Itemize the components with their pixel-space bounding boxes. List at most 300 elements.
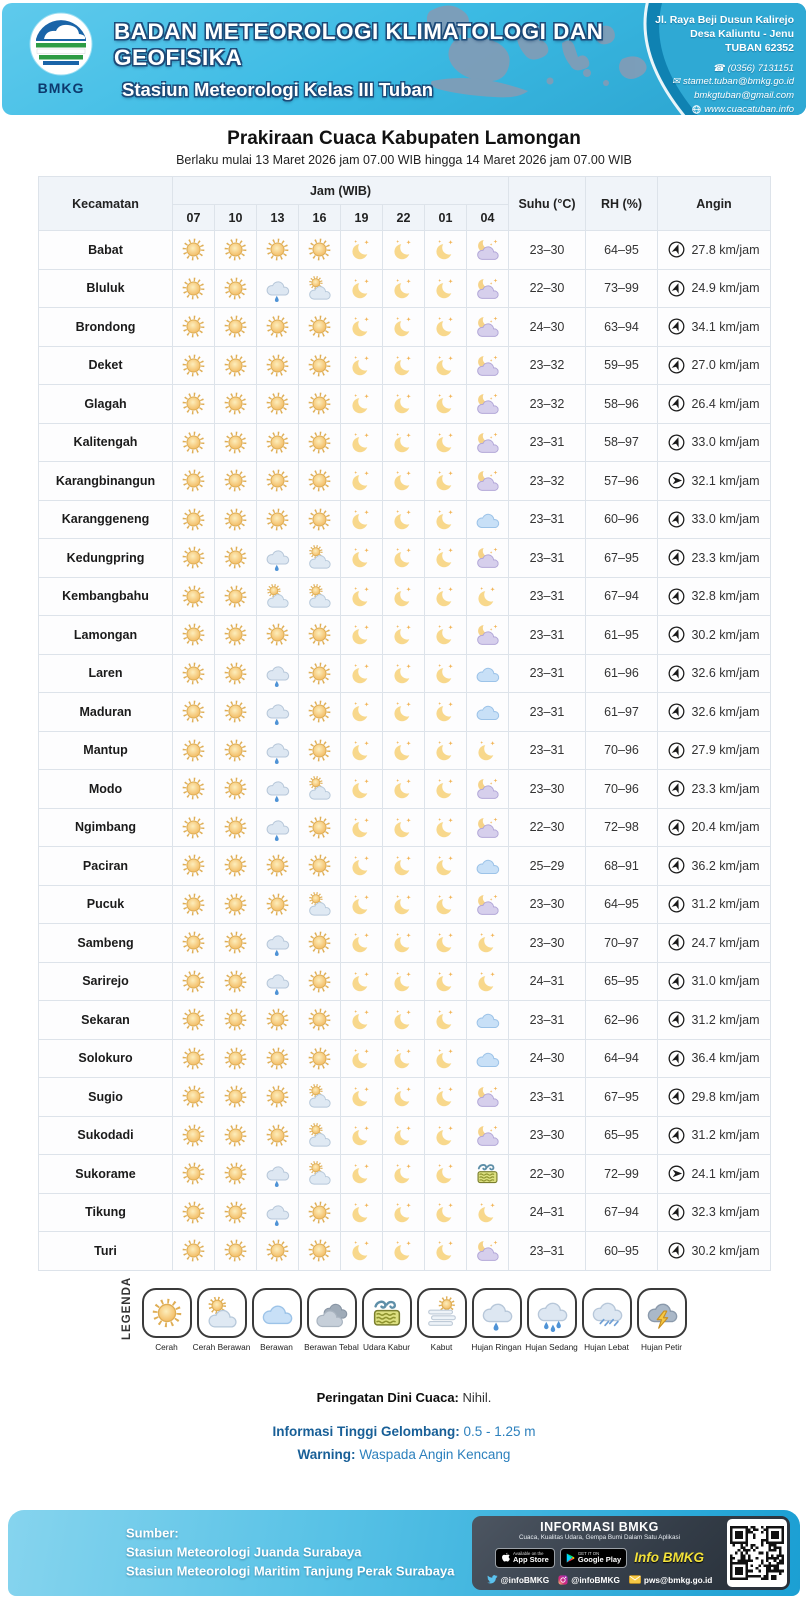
cerah-icon: [221, 582, 250, 611]
weather-cell: [383, 1116, 425, 1155]
angin-cell: [658, 808, 771, 847]
weather-cell: [299, 616, 341, 655]
cerah-malam-icon: [473, 1198, 502, 1227]
weather-cell: [173, 1232, 215, 1271]
weather-cell: [173, 269, 215, 308]
weather-cell: [257, 731, 299, 770]
table-row: [39, 924, 771, 963]
cerah-malam-icon: [431, 235, 460, 264]
weather-cell: [467, 539, 509, 578]
table-row: [39, 539, 771, 578]
cerah-icon: [179, 813, 208, 842]
angin-cell: [658, 423, 771, 462]
legend-icon-box: [417, 1288, 467, 1338]
berawan-malam-icon: [473, 1082, 502, 1111]
cerah-icon: [221, 1044, 250, 1073]
cerah-malam-icon: [431, 1082, 460, 1111]
cerah-malam-icon: [431, 1121, 460, 1150]
cerah-malam-icon: [431, 582, 460, 611]
weather-cell: [467, 1232, 509, 1271]
cerah-icon: [263, 1044, 292, 1073]
angin-cell: [658, 308, 771, 347]
legend-icon-box: [527, 1288, 577, 1338]
wind-speed: 24.7 km/jam: [691, 935, 760, 950]
email-icon: [629, 1575, 641, 1584]
legend-item-label: Cerah Berawan: [192, 1342, 251, 1352]
weather-cell: [299, 1001, 341, 1040]
cerah-malam-icon: [389, 928, 418, 957]
kecamatan-name: Maduran: [39, 693, 173, 732]
legend-item-label: Hujan Sedang: [525, 1342, 578, 1352]
cerah-berawan-icon: [305, 1082, 334, 1111]
org-name: BADAN METEOROLOGI KLIMATOLOGI DAN GEOFISIKA: [114, 19, 604, 70]
angin-cell: [658, 1078, 771, 1117]
weather-cell: [257, 770, 299, 809]
col-header-kecamatan: Kecamatan: [39, 177, 173, 231]
cerah-malam-icon: [347, 235, 376, 264]
cerah-malam-icon: [431, 736, 460, 765]
kecamatan-name: Sarirejo: [39, 962, 173, 1001]
table-row: [39, 462, 771, 501]
cerah-berawan-icon: [305, 543, 334, 572]
kecamatan-name: Solokuro: [39, 1039, 173, 1078]
legend-item-label: Berawan: [260, 1342, 293, 1352]
weather-cell: [299, 385, 341, 424]
source-label: Sumber:: [126, 1525, 179, 1541]
weather-cell: [299, 423, 341, 462]
wind-direction-icon: [666, 508, 688, 530]
weather-cell: [299, 1078, 341, 1117]
cerah-icon: [263, 505, 292, 534]
legend-item-hujan-lebat: [581, 1288, 632, 1352]
table-row: [39, 693, 771, 732]
suhu-value: 25–29: [509, 847, 586, 886]
cerah-icon: [179, 428, 208, 457]
berawan-malam-icon: [473, 466, 502, 495]
berawan-malam-icon: [473, 620, 502, 649]
weather-cell: [425, 308, 467, 347]
legend-item-hujan-petir: [636, 1288, 687, 1352]
berawan-tebal-icon: [313, 1294, 351, 1332]
kecamatan-name: Brondong: [39, 308, 173, 347]
cerah-malam-icon: [389, 1121, 418, 1150]
rh-value: 67–95: [586, 1078, 658, 1117]
weather-cell: [215, 616, 257, 655]
early-warning-value: Nihil.: [462, 1390, 492, 1405]
weather-cell: [173, 462, 215, 501]
cerah-icon: [263, 1005, 292, 1034]
warning-notice: [0, 1447, 808, 1462]
weather-cell: [383, 539, 425, 578]
kecamatan-name: Kedungpring: [39, 539, 173, 578]
table-row: [39, 308, 771, 347]
hujan-ringan-icon: [263, 543, 292, 572]
rh-value: 61–96: [586, 654, 658, 693]
weather-cell: [257, 616, 299, 655]
rh-value: 58–97: [586, 423, 658, 462]
informasi-bmkg-panel: [472, 1516, 790, 1590]
cerah-malam-icon: [431, 813, 460, 842]
table-row: [39, 423, 771, 462]
cerah-malam-icon: [389, 736, 418, 765]
cerah-malam-icon: [347, 620, 376, 649]
hujan-lebat-icon: [588, 1294, 626, 1332]
weather-cell: [299, 308, 341, 347]
legend-icon-box: [472, 1288, 522, 1338]
cerah-icon: [305, 312, 334, 341]
table-row: [39, 847, 771, 886]
wind-direction-icon: [666, 1009, 688, 1031]
suhu-value: 23–30: [509, 231, 586, 270]
weather-cell: [383, 577, 425, 616]
rh-value: 65–95: [586, 962, 658, 1001]
cerah-malam-icon: [389, 235, 418, 264]
forecast-table: [38, 176, 771, 1271]
cerah-malam-icon: [347, 274, 376, 303]
cerah-malam-icon: [347, 389, 376, 418]
hujan-ringan-icon: [263, 274, 292, 303]
weather-cell: [467, 616, 509, 655]
weather-cell: [383, 1078, 425, 1117]
table-row: [39, 269, 771, 308]
weather-cell: [215, 500, 257, 539]
berawan-malam-icon: [473, 389, 502, 418]
weather-cell: [173, 1001, 215, 1040]
cerah-icon: [179, 1044, 208, 1073]
weather-cell: [173, 500, 215, 539]
weather-cell: [215, 269, 257, 308]
angin-cell: [658, 500, 771, 539]
cerah-icon: [179, 774, 208, 803]
cerah-icon: [263, 466, 292, 495]
wind-direction-icon: [668, 472, 685, 489]
instagram-handle: @infoBMKG: [571, 1574, 620, 1585]
weather-cell: [425, 693, 467, 732]
weather-cell: [215, 1193, 257, 1232]
wind-direction-icon: [666, 393, 688, 415]
weather-cell: [173, 731, 215, 770]
weather-cell: [383, 423, 425, 462]
weather-cell: [257, 1116, 299, 1155]
wind-speed: 31.2 km/jam: [691, 1012, 760, 1027]
weather-cell: [257, 847, 299, 886]
weather-cell: [299, 577, 341, 616]
legend-item-cerah: [141, 1288, 192, 1352]
legend: [0, 1276, 808, 1352]
rh-value: 60–96: [586, 500, 658, 539]
cerah-malam-icon: [347, 697, 376, 726]
suhu-value: 22–30: [509, 808, 586, 847]
wave-height-label: Informasi Tinggi Gelombang:: [272, 1424, 460, 1439]
rh-value: 72–99: [586, 1155, 658, 1194]
wind-speed: 24.1 km/jam: [691, 1166, 760, 1181]
rh-value: 59–95: [586, 346, 658, 385]
source-line-1: Stasiun Meteorologi Juanda Surabaya: [126, 1544, 362, 1560]
wind-direction-icon: [666, 778, 688, 800]
berawan-malam-icon: [473, 774, 502, 803]
rh-value: 73–99: [586, 269, 658, 308]
wind-speed: 30.2 km/jam: [691, 1243, 760, 1258]
cerah-icon: [221, 505, 250, 534]
weather-cell: [383, 385, 425, 424]
cerah-icon: [221, 774, 250, 803]
table-row: [39, 808, 771, 847]
cerah-malam-icon: [389, 1236, 418, 1265]
berawan-icon: [473, 505, 502, 534]
hujan-ringan-icon: [263, 967, 292, 996]
berawan-icon: [258, 1294, 296, 1332]
cerah-malam-icon: [473, 928, 502, 957]
weather-cell: [467, 924, 509, 963]
contact-block: [655, 13, 794, 115]
weather-cell: [425, 808, 467, 847]
cerah-malam-icon: [389, 1159, 418, 1188]
wind-direction-icon: [666, 547, 688, 569]
mail-icon: ✉: [671, 76, 680, 88]
cerah-malam-icon: [389, 1082, 418, 1111]
weather-cell: [467, 847, 509, 886]
cerah-malam-icon: [389, 813, 418, 842]
table-row: [39, 1155, 771, 1194]
cerah-malam-icon: [431, 659, 460, 688]
table-row: [39, 654, 771, 693]
hujan-sedang-icon: [533, 1294, 571, 1332]
cerah-icon: [305, 505, 334, 534]
weather-cell: [299, 924, 341, 963]
weather-cell: [467, 1039, 509, 1078]
weather-cell: [383, 1155, 425, 1194]
berawan-malam-icon: [473, 351, 502, 380]
cerah-icon: [305, 813, 334, 842]
angin-cell: [658, 847, 771, 886]
table-row: [39, 346, 771, 385]
rh-value: 65–95: [586, 1116, 658, 1155]
rh-value: 67–95: [586, 539, 658, 578]
weather-cell: [173, 423, 215, 462]
cerah-icon: [263, 389, 292, 418]
weather-cell: [299, 808, 341, 847]
weather-cell: [299, 885, 341, 924]
legend-item-label: Kabut: [430, 1342, 453, 1352]
weather-cell: [215, 885, 257, 924]
cerah-icon: [305, 697, 334, 726]
weather-cell: [215, 1116, 257, 1155]
app-store-big-text: App Store: [513, 1555, 549, 1565]
cerah-malam-icon: [347, 851, 376, 880]
weather-cell: [341, 654, 383, 693]
weather-cell: [383, 1039, 425, 1078]
twitter-icon: [487, 1575, 498, 1584]
table-row: [39, 616, 771, 655]
address-line-2: Desa Kaliuntu - Jenu: [690, 28, 794, 41]
cerah-malam-icon: [389, 1044, 418, 1073]
angin-cell: [658, 924, 771, 963]
wind-direction-icon: [666, 701, 688, 723]
weather-cell: [299, 1039, 341, 1078]
weather-cell: [467, 1193, 509, 1232]
weather-cell: [425, 616, 467, 655]
weather-cell: [341, 1232, 383, 1271]
early-warning-label: Peringatan Dini Cuaca:: [316, 1390, 459, 1405]
kecamatan-name: Tikung: [39, 1193, 173, 1232]
wind-speed: 36.2 km/jam: [691, 858, 760, 873]
weather-cell: [257, 500, 299, 539]
cerah-icon: [305, 351, 334, 380]
wind-direction-icon: [668, 1165, 685, 1182]
cerah-icon: [179, 697, 208, 726]
cerah-malam-icon: [347, 928, 376, 957]
cerah-malam-icon: [431, 890, 460, 919]
weather-cell: [257, 231, 299, 270]
early-warning-notice: [0, 1390, 808, 1405]
cerah-icon: [305, 620, 334, 649]
berawan-malam-icon: [473, 890, 502, 919]
wind-speed: 32.6 km/jam: [691, 666, 760, 681]
cerah-malam-icon: [389, 659, 418, 688]
angin-cell: [658, 962, 771, 1001]
berawan-malam-icon: [473, 274, 502, 303]
address-line-3: TUBAN 62352: [725, 42, 794, 55]
suhu-value: 23–30: [509, 1116, 586, 1155]
cerah-malam-icon: [347, 1236, 376, 1265]
cerah-icon: [179, 928, 208, 957]
cerah-malam-icon: [347, 1044, 376, 1073]
cerah-icon: [305, 1198, 334, 1227]
app-store-badge: [495, 1548, 555, 1568]
suhu-value: 23–30: [509, 885, 586, 924]
google-play-big-text: Google Play: [577, 1555, 622, 1565]
hujan-ringan-icon: [263, 1198, 292, 1227]
google-play-icon: [566, 1553, 575, 1563]
weather-cell: [341, 308, 383, 347]
col-header-suhu: Suhu (°C): [509, 177, 586, 231]
cerah-malam-icon: [431, 1236, 460, 1265]
hujan-ringan-icon: [478, 1294, 516, 1332]
weather-cell: [383, 462, 425, 501]
suhu-value: 23–30: [509, 770, 586, 809]
cerah-malam-icon: [389, 466, 418, 495]
wind-speed: 27.0 km/jam: [691, 358, 760, 373]
weather-cell: [299, 693, 341, 732]
weather-cell: [215, 770, 257, 809]
angin-cell: [658, 1116, 771, 1155]
weather-cell: [425, 500, 467, 539]
weather-cell: [215, 654, 257, 693]
cerah-icon: [305, 851, 334, 880]
wind-speed: 23.3 km/jam: [691, 550, 760, 565]
wind-speed: 31.2 km/jam: [691, 897, 760, 912]
kecamatan-name: Kembangbahu: [39, 577, 173, 616]
weather-cell: [341, 1039, 383, 1078]
cerah-malam-icon: [389, 312, 418, 341]
berawan-malam-icon: [473, 1236, 502, 1265]
email-secondary: bmkgtuban@gmail.com: [694, 90, 794, 102]
cerah-malam-icon: [347, 1082, 376, 1111]
cerah-icon: [221, 1082, 250, 1111]
table-row: [39, 962, 771, 1001]
weather-cell: [341, 539, 383, 578]
source-block: [126, 1525, 454, 1582]
cerah-malam-icon: [473, 582, 502, 611]
wind-speed: 32.8 km/jam: [691, 589, 760, 604]
wind-speed: 26.4 km/jam: [691, 396, 760, 411]
legend-icon-box: [362, 1288, 412, 1338]
kecamatan-name: Karanggeneng: [39, 500, 173, 539]
weather-cell: [299, 269, 341, 308]
wind-direction-icon: [666, 585, 688, 607]
bmkg-logo-icon: [28, 11, 94, 77]
suhu-value: 23–31: [509, 731, 586, 770]
cerah-icon: [148, 1294, 186, 1332]
weather-cell: [425, 885, 467, 924]
table-row: [39, 770, 771, 809]
kecamatan-name: Sambeng: [39, 924, 173, 963]
cerah-icon: [179, 1236, 208, 1265]
table-row: [39, 577, 771, 616]
hour-col-10: 10: [215, 205, 257, 231]
weather-cell: [467, 731, 509, 770]
legend-item-berawan-tebal: [306, 1288, 357, 1352]
cerah-malam-icon: [347, 351, 376, 380]
cerah-icon: [263, 1121, 292, 1150]
weather-cell: [383, 616, 425, 655]
weather-cell: [383, 847, 425, 886]
legend-item-udara-kabur: [361, 1288, 412, 1352]
weather-cell: [467, 308, 509, 347]
legend-icon-box: [637, 1288, 687, 1338]
hujan-ringan-icon: [263, 659, 292, 688]
google-play-small-text: GET IT ON: [577, 1550, 600, 1556]
weather-cell: [173, 654, 215, 693]
instagram-icon: [558, 1575, 568, 1585]
suhu-value: 22–30: [509, 1155, 586, 1194]
weather-cell: [425, 1039, 467, 1078]
cerah-malam-icon: [389, 351, 418, 380]
legend-item-label: Berawan Tebal: [304, 1342, 359, 1352]
cerah-malam-icon: [347, 428, 376, 457]
cerah-malam-icon: [431, 774, 460, 803]
cerah-icon: [179, 312, 208, 341]
berawan-icon: [473, 851, 502, 880]
weather-cell: [341, 770, 383, 809]
wind-direction-icon: [666, 855, 688, 877]
weather-cell: [341, 924, 383, 963]
wind-speed: 27.9 km/jam: [691, 743, 760, 758]
cerah-malam-icon: [389, 428, 418, 457]
hour-col-07: 07: [173, 205, 215, 231]
address-line-1: Jl. Raya Beji Dusun Kalirejo: [655, 14, 794, 26]
cerah-malam-icon: [347, 1159, 376, 1188]
cerah-icon: [221, 274, 250, 303]
weather-cell: [299, 770, 341, 809]
weather-cell: [383, 1232, 425, 1271]
col-header-jam: Jam (WIB): [173, 177, 509, 205]
cerah-icon: [179, 351, 208, 380]
cerah-icon: [305, 1005, 334, 1034]
cerah-icon: [221, 851, 250, 880]
angin-cell: [658, 269, 771, 308]
report-title: Prakiraan Cuaca Kabupaten Lamongan: [227, 128, 581, 149]
weather-cell: [341, 269, 383, 308]
cerah-icon: [305, 967, 334, 996]
cerah-icon: [221, 1236, 250, 1265]
weather-cell: [257, 577, 299, 616]
cerah-icon: [221, 428, 250, 457]
station-name: Stasiun Meteorologi Kelas III Tuban: [122, 79, 434, 100]
weather-cell: [467, 885, 509, 924]
angin-cell: [658, 346, 771, 385]
table-row: [39, 231, 771, 270]
